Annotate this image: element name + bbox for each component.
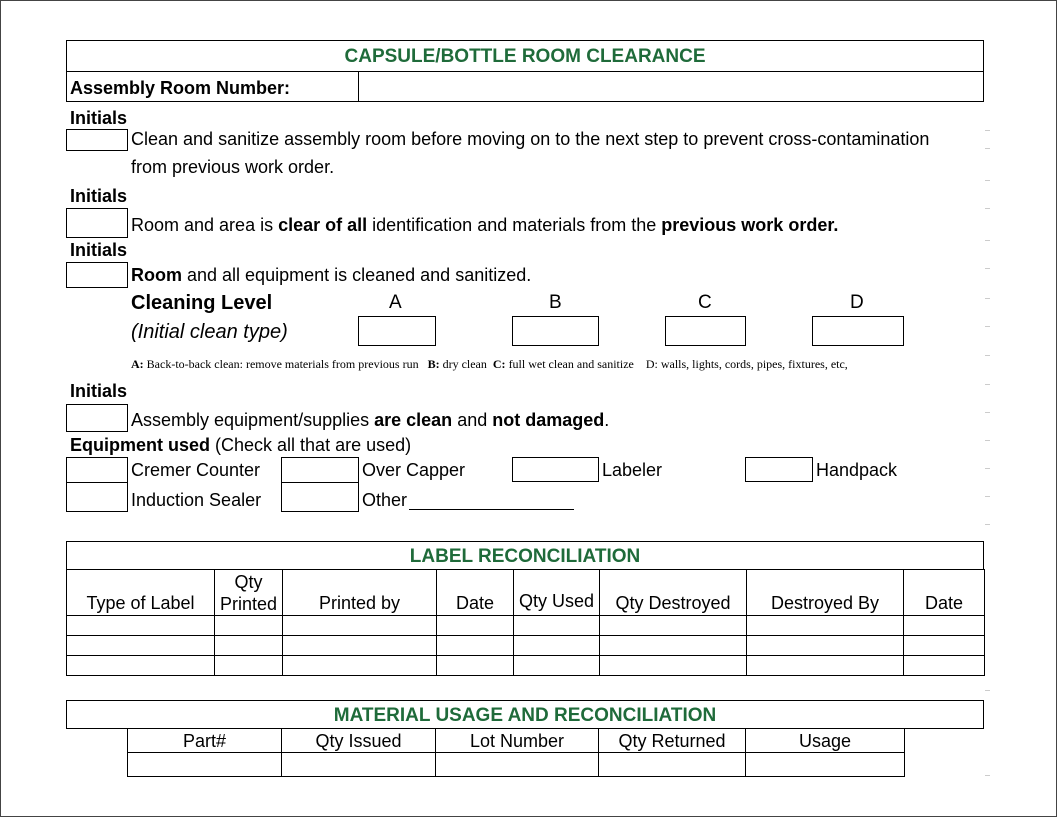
other-input-line[interactable] [409, 509, 574, 510]
material-usage-table [127, 728, 905, 777]
table-cell[interactable] [599, 753, 746, 777]
table-row [67, 636, 985, 656]
level-c-label: C [698, 292, 712, 313]
label-reconciliation-title: LABEL RECONCILIATION [66, 541, 984, 570]
labeler-checkbox[interactable] [512, 457, 599, 482]
table-cell[interactable] [215, 636, 283, 656]
table-cell[interactable] [437, 636, 514, 656]
table-cell[interactable] [283, 656, 437, 676]
initials-label-2: Initials [70, 186, 128, 206]
col-qty-used: Qty Used [514, 570, 600, 616]
table-cell[interactable] [904, 656, 985, 676]
level-a-checkbox[interactable] [358, 316, 436, 346]
table-cell[interactable] [747, 656, 904, 676]
table-cell[interactable] [904, 616, 985, 636]
step1-text-line2: from previous work order. [131, 157, 335, 177]
room-number-input[interactable] [358, 71, 984, 102]
initials-input-2[interactable] [66, 208, 128, 238]
induction-sealer-label: Induction Sealer [131, 490, 262, 510]
handpack-checkbox[interactable] [745, 457, 813, 482]
table-cell[interactable] [746, 753, 905, 777]
induction-sealer-checkbox[interactable] [66, 482, 128, 512]
cremer-counter-checkbox[interactable] [66, 457, 128, 483]
table-cell[interactable] [514, 656, 600, 676]
other-checkbox[interactable] [281, 482, 359, 512]
room-number-label: Assembly Room Number: [70, 78, 291, 98]
initials-label-1: Initials [70, 108, 128, 128]
col-type-of-label: Type of Label [67, 570, 215, 616]
table-cell[interactable] [600, 636, 747, 656]
room-number-label-cell [66, 71, 359, 102]
table-row [128, 753, 905, 777]
table-cell[interactable] [215, 656, 283, 676]
table-cell[interactable] [128, 753, 282, 777]
initials-label-4: Initials [70, 381, 128, 401]
table-cell[interactable] [514, 636, 600, 656]
col-qty-issued: Qty Issued [282, 729, 436, 753]
step3-text: Room and all equipment is cleaned and sanitized. [131, 265, 532, 285]
over-capper-checkbox[interactable] [281, 457, 359, 483]
table-cell[interactable] [747, 636, 904, 656]
material-usage-header-row [128, 729, 905, 753]
table-cell[interactable] [904, 636, 985, 656]
table-cell[interactable] [67, 616, 215, 636]
col-printed-by: Printed by [283, 570, 437, 616]
step4-text: Assembly equipment/supplies are clean and not damaged. [131, 410, 610, 430]
other-label: Other [362, 490, 408, 510]
table-cell[interactable] [600, 616, 747, 636]
initial-clean-type-label: (Initial clean type) [131, 321, 288, 343]
table-row [67, 616, 985, 636]
col-qty-printed: Qty Printed [215, 570, 283, 616]
initials-label-3: Initials [70, 240, 128, 260]
initials-input-1[interactable] [66, 129, 128, 151]
cremer-counter-label: Cremer Counter [131, 460, 261, 480]
level-d-checkbox[interactable] [812, 316, 904, 346]
label-reconciliation-table [66, 569, 985, 676]
initials-input-3[interactable] [66, 262, 128, 288]
col-date-1: Date [437, 570, 514, 616]
cleaning-level-label: Cleaning Level [131, 292, 273, 314]
handpack-label: Handpack [816, 460, 898, 480]
table-cell[interactable] [514, 616, 600, 636]
col-part-number: Part# [128, 729, 282, 753]
initials-input-4[interactable] [66, 404, 128, 432]
cleaning-level-legend: A: Back-to-back clean: remove materials from previous run B: dry clean C: full wet clean and sanitize D: walls, lights, cords, pipes, fixtures, etc, [131, 357, 848, 371]
table-cell[interactable] [437, 616, 514, 636]
clearance-title: CAPSULE/BOTTLE ROOM CLEARANCE [66, 40, 984, 72]
equipment-used-heading: Equipment used (Check all that are used) [70, 435, 412, 455]
level-b-label: B [549, 292, 562, 313]
table-cell[interactable] [67, 636, 215, 656]
table-cell[interactable] [436, 753, 599, 777]
level-a-label: A [389, 292, 402, 313]
level-b-checkbox[interactable] [512, 316, 599, 346]
labeler-label: Labeler [602, 460, 663, 480]
col-destroyed-by: Destroyed By [747, 570, 904, 616]
step2-text: Room and area is clear of all identification and materials from the previous work order. [131, 215, 839, 235]
col-date-2: Date [904, 570, 985, 616]
table-cell[interactable] [600, 656, 747, 676]
level-c-checkbox[interactable] [665, 316, 746, 346]
col-qty-returned: Qty Returned [599, 729, 746, 753]
table-row [67, 656, 985, 676]
over-capper-label: Over Capper [362, 460, 466, 480]
table-cell[interactable] [283, 616, 437, 636]
material-usage-title: MATERIAL USAGE AND RECONCILIATION [66, 700, 984, 729]
table-cell[interactable] [283, 636, 437, 656]
col-lot-number: Lot Number [436, 729, 599, 753]
col-usage: Usage [746, 729, 905, 753]
table-cell[interactable] [67, 656, 215, 676]
table-cell[interactable] [215, 616, 283, 636]
level-d-label: D [850, 292, 864, 313]
step1-text-line1: Clean and sanitize assembly room before moving on to the next step to prevent cross-contamination [131, 129, 930, 149]
col-qty-destroyed: Qty Destroyed [600, 570, 747, 616]
table-cell[interactable] [282, 753, 436, 777]
label-reconciliation-header-row [67, 570, 985, 616]
table-cell[interactable] [437, 656, 514, 676]
table-cell[interactable] [747, 616, 904, 636]
